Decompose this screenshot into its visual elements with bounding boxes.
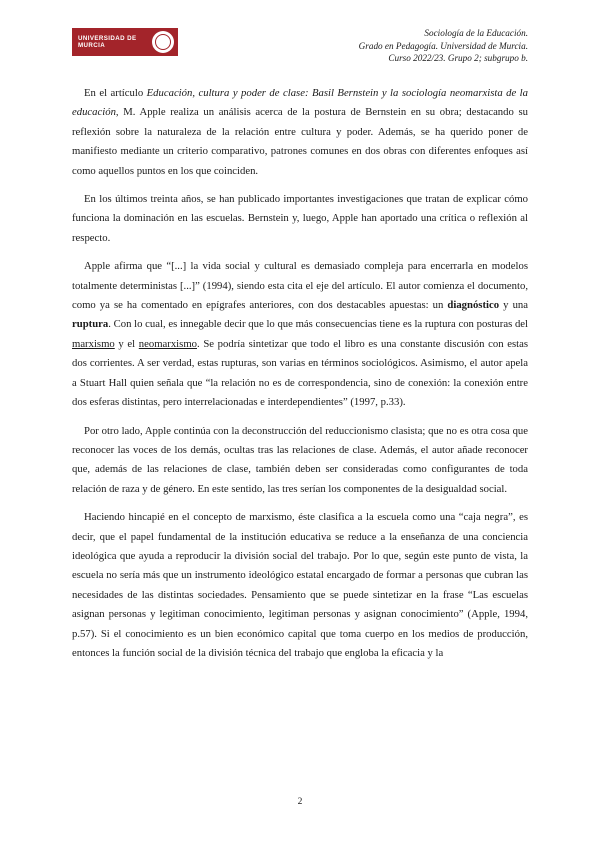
logo-text bbox=[78, 35, 148, 50]
p3-text-3: . Con lo cual, es innegable decir que lo que más consecuencias tiene es la ruptura con posturas del bbox=[108, 318, 528, 331]
university-seal-icon bbox=[152, 31, 174, 53]
document-body bbox=[72, 84, 528, 663]
p3-text-5: . Se podría sintetizar que todo el libro es una constante discusión con estas dos corrientes. A ser verdad, estas rupturas, son varias en términos sociológicos. Asimismo, el autor apela a Stuart Hall quien señala que “la relación no es de correspondencia, sino de conexión: la conexión entre dos esferas distintas, pero interrelacionadas e interdependientes” (1997, p.33). bbox=[72, 337, 528, 409]
header-course: Curso 2022/23. Grupo 2; subgrupo b. bbox=[388, 53, 528, 63]
bold-ruptura: ruptura bbox=[72, 318, 109, 331]
underlined-marxismo: marxismo bbox=[72, 337, 115, 350]
p3-text-4: y el bbox=[114, 337, 139, 350]
underlined-neomarxismo: neomarxismo bbox=[138, 337, 197, 350]
logo-line-2: MURCIA bbox=[78, 42, 106, 49]
logo-line-1: UNIVERSIDAD DE bbox=[78, 34, 137, 42]
header-subject: Sociología de la Educación. bbox=[424, 28, 528, 38]
bold-diagnostico: diagnóstico bbox=[447, 299, 500, 312]
p3-text-1: Apple afirma que “[...] la vida social y cultural es demasiado compleja para encerrarla en modelos totalmente deterministas [...]” (1994), siendo esta cita el eje del artículo. El autor comienza el documento, como ya se ha comentado en epígrafes anteriores, con dos destacables apuestas: un bbox=[72, 260, 528, 312]
p3-text-2: y una bbox=[499, 299, 528, 312]
p1-text-1: En el artículo bbox=[84, 87, 147, 99]
paragraph-1 bbox=[72, 84, 528, 181]
paragraph-3 bbox=[72, 257, 528, 412]
p1-text-2: , M. Apple realiza un análisis acerca de la postura de Bernstein en su obra; destacando su reflexión sobre la naturaleza de la relación entre cultura y poder. Además, se ha querido poner de manifiesto mediante un criterio comparativo, patrones comunes en dos obras con diferentes enfoques así como aquellos puntos en los que coinciden. bbox=[72, 106, 528, 177]
paragraph-2: En los últimos treinta años, se han publicado importantes investigaciones que tratan de explicar cómo funciona la dominación en las escuelas. Bernstein y, luego, Apple han aportado una crítica o reflexión al respecto. bbox=[72, 193, 528, 244]
university-logo bbox=[72, 28, 178, 56]
page-number: 2 bbox=[297, 797, 303, 807]
paragraph-4: Por otro lado, Apple continúa con la deconstrucción del reduccionismo clasista; que no es otra cosa que reconocer las voces de los demás, ocultas tras las relaciones de clase. Además, el autor añade reconocer que, además de las relaciones de clase, también deben ser consideradas como configurantes de toda relación de raza y de género. En este sentido, las tres serían los componentes de la desigualdad social. bbox=[72, 424, 528, 495]
header-degree: Grado en Pedagogía. Universidad de Murcia. bbox=[358, 40, 528, 51]
document-header bbox=[359, 27, 528, 65]
paragraph-5: Haciendo hincapié en el concepto de marxismo, éste clasifica a la escuela como una “caja negra”, es decir, que el papel fundamental de la institución educativa se reduce a la enseñanza de una conciencia ideológica que ayuda a reproducir la división social del trabajo. Por lo que, según este punto de vista, la escuela no sería más que un instrumento ideológico estatal encargado de formar a personas que cubran las necesidades de las distintas sociedades. Pensamiento que se puede sintetizar en la frase “Las escuelas asignan personas y legitiman conocimiento, legitiman personas y asignan conocimiento” (Apple, 1994, p.57). Si el conocimiento es un bien económico capital que toma cuerpo en los medios de producción, entonces la función social de la división técnica del trabajo que engloba la eficacia y la bbox=[72, 511, 528, 659]
article-title: Educación, cultura y poder de clase: Basil Bernstein y la sociología neomarxista de la educación bbox=[72, 87, 528, 119]
